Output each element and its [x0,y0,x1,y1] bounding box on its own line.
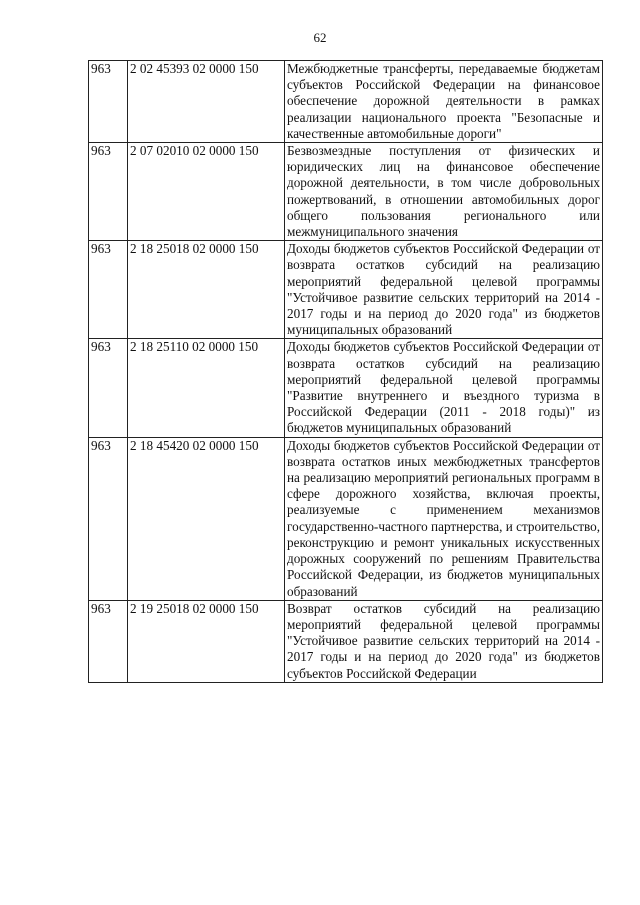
revenue-name-cell: Возврат остатков субсидий на реализацию мероприятий федеральной целевой программы "Устойчивое развитие сельских территорий на 2014 - 2017 годы и на период до 2020 года" из бюджетов субъектов Российской Федерации [285,600,603,682]
table-row [89,339,603,437]
admin-code-cell: 963 [89,600,128,682]
budget-code-cell: 2 19 25018 02 0000 150 [128,600,285,682]
admin-code-cell: 963 [89,339,128,437]
budget-code-cell: 2 07 02010 02 0000 150 [128,143,285,241]
revenue-name-cell: Доходы бюджетов субъектов Российской Федерации от возврата остатков субсидий на реализацию мероприятий федеральной целевой программы "Устойчивое развитие сельских территорий на 2014 - 2017 годы и на период до 2020 года" из бюджетов муниципальных образований [285,241,603,339]
page-number: 62 [313,30,327,45]
revenue-name-cell: Доходы бюджетов субъектов Российской Федерации от возврата остатков иных межбюджетных трансфертов на реализацию мероприятий региональных программ в сфере дорожного хозяйства, включая проекты, реализуемые с применением механизмов государственно-частного партнерства, и строительство, реконструкцию и ремонт уникальных искусственных дорожных сооружений по решениям Правительства Российской Федерации, из бюджетов муниципальных образований [285,437,603,600]
budget-classification-table [88,60,603,683]
revenue-name-cell: Доходы бюджетов субъектов Российской Федерации от возврата остатков субсидий на реализацию мероприятий федеральной целевой программы "Развитие внутреннего и въездного туризма в Российской Федерации (2011 - 2018 годы)" из бюджетов муниципальных образований [285,339,603,437]
budget-code-cell: 2 18 25110 02 0000 150 [128,339,285,437]
revenue-name-cell: Межбюджетные трансферты, передаваемые бюджетам субъектов Российской Федерации на финансовое обеспечение дорожной деятельности в рамках реализации национального проекта "Безопасные и качественные автомобильные дороги" [285,61,603,143]
admin-code-cell: 963 [89,241,128,339]
admin-code-cell: 963 [89,143,128,241]
budget-code-cell: 2 18 45420 02 0000 150 [128,437,285,600]
table-row [89,600,603,682]
admin-code-cell: 963 [89,437,128,600]
admin-code-cell: 963 [89,61,128,143]
table-row [89,61,603,143]
budget-code-cell: 2 18 25018 02 0000 150 [128,241,285,339]
table-row [89,241,603,339]
revenue-name-cell: Безвозмездные поступления от физических и юридических лиц на финансовое обеспечение дорожной деятельности, в том числе добровольных пожертвований, в отношении автомобильных дорог общего пользования регионального или межмуниципального значения [285,143,603,241]
table-row [89,437,603,600]
budget-code-cell: 2 02 45393 02 0000 150 [128,61,285,143]
table-row [89,143,603,241]
